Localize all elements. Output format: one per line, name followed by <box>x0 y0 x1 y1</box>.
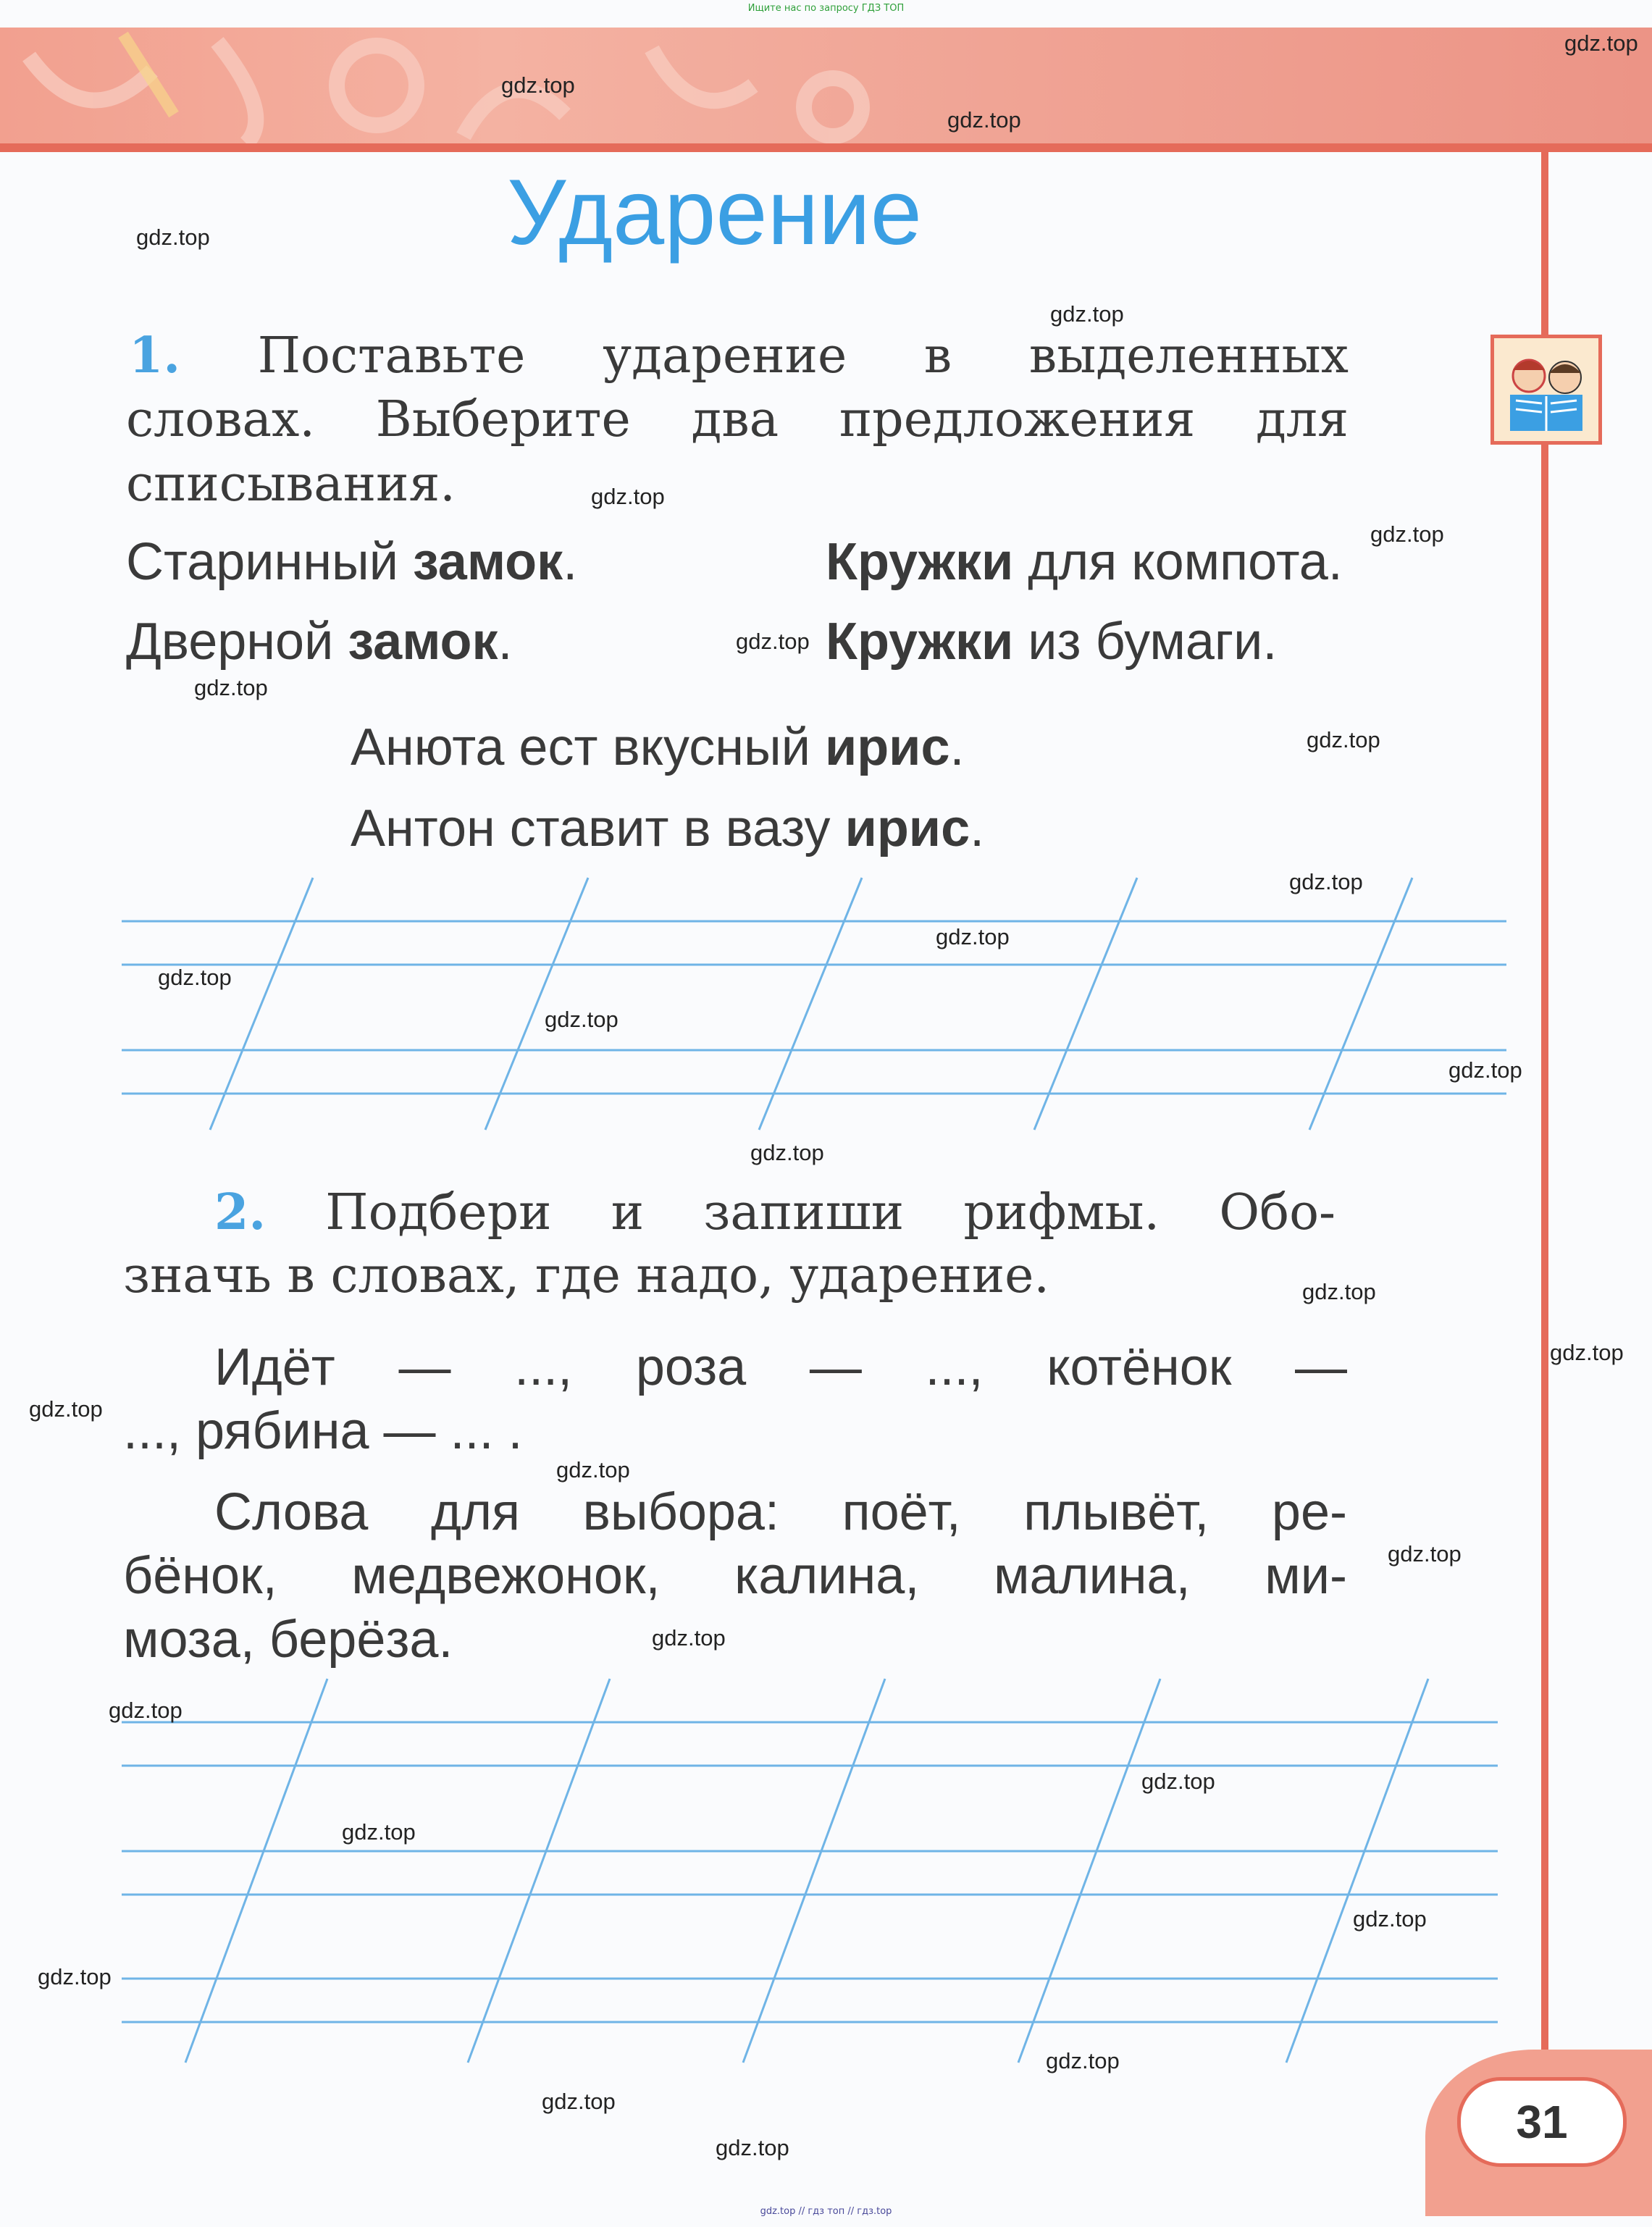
watermark: gdz.top <box>194 675 268 700</box>
watermark: gdz.top <box>1564 30 1638 56</box>
watermark: gdz.top <box>1353 1906 1427 1932</box>
bottom-note: gdz.top // гдз топ // гдз.top <box>760 2206 892 2217</box>
watermark: gdz.top <box>1289 869 1363 894</box>
watermark: gdz.top <box>1050 301 1124 327</box>
example-sentence: Антон ставит в вазу ирис. <box>351 800 985 857</box>
choice-line-1: Слова для выбора: поёт, плывёт, ре- <box>214 1483 1347 1541</box>
watermark: gdz.top <box>38 1964 112 1989</box>
watermark: gdz.top <box>29 1396 103 1422</box>
example-sentence: Кружки из бумаги. <box>826 613 1278 671</box>
example-sentence: Кружки для компота. <box>826 533 1343 591</box>
rhymes-line-1: Идёт — ..., роза — ..., котёнок — <box>214 1338 1347 1396</box>
example-sentence: Старинный замок. <box>126 533 578 591</box>
page-number: 31 <box>1457 2077 1627 2167</box>
watermark: gdz.top <box>545 1007 619 1032</box>
watermark: gdz.top <box>1046 2048 1120 2073</box>
choice-line-2: бёнок, медвежонок, калина, малина, ми- <box>123 1547 1347 1605</box>
watermark: gdz.top <box>542 2089 616 2114</box>
watermark: gdz.top <box>1388 1541 1462 1567</box>
task1-line-1: 1. Поставьте ударение в выделенных <box>129 327 1349 385</box>
task2-number: 2. <box>214 1183 266 1241</box>
watermark: gdz.top <box>1550 1340 1624 1365</box>
header-rule <box>0 143 1652 152</box>
watermark: gdz.top <box>109 1698 183 1723</box>
watermark: gdz.top <box>1302 1279 1376 1304</box>
writing-grid-1[interactable] <box>0 869 1652 1144</box>
watermark: gdz.top <box>501 72 575 98</box>
example-sentence: Дверной замок. <box>126 613 513 671</box>
watermark: gdz.top <box>736 629 810 654</box>
choice-line-3: моза, берёза. <box>123 1611 453 1669</box>
writing-grid-2[interactable] <box>0 1666 1652 2071</box>
task1-line-2: словах. Выберите два предложения для <box>126 391 1349 448</box>
watermark: gdz.top <box>652 1625 726 1651</box>
watermark: gdz.top <box>947 107 1021 133</box>
task1-line-3: списывания. <box>126 456 456 513</box>
top-note: Ищите нас по запросу ГДЗ ТОП <box>747 3 905 14</box>
example-sentence: Анюта ест вкусный ирис. <box>351 718 965 776</box>
task1-number: 1. <box>129 327 180 385</box>
watermark: gdz.top <box>750 1140 824 1165</box>
watermark: gdz.top <box>936 924 1010 949</box>
rhymes-line-2: ..., рябина — ... . <box>123 1402 523 1460</box>
watermark: gdz.top <box>1370 521 1444 547</box>
task2-line-1: 2. Подбери и запиши рифмы. Обо- <box>214 1183 1336 1241</box>
watermark: gdz.top <box>342 1819 416 1845</box>
task2-line-2: значь в словах, где надо, ударение. <box>123 1247 1050 1304</box>
watermark: gdz.top <box>591 484 665 509</box>
header-band <box>0 28 1652 148</box>
watermark: gdz.top <box>1448 1057 1522 1083</box>
watermark: gdz.top <box>158 965 232 990</box>
watermark: gdz.top <box>136 225 210 250</box>
watermark: gdz.top <box>716 2135 789 2160</box>
watermark: gdz.top <box>556 1457 630 1482</box>
watermark: gdz.top <box>1141 1769 1215 1794</box>
page-title: Ударение <box>507 161 922 264</box>
two-children-reading-icon <box>1490 335 1602 445</box>
watermark: gdz.top <box>1307 727 1380 752</box>
header-decoration <box>0 28 1652 148</box>
